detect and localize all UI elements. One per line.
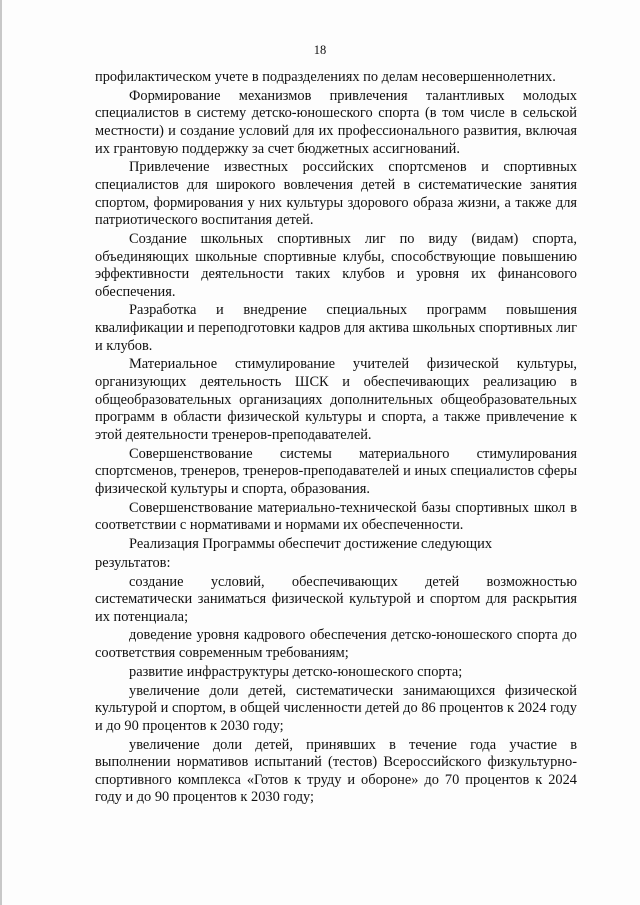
paragraph: Совершенствование системы материального стимулирования спортсменов, тренеров, тренеров-преподавателей и иных специалистов сферы физической культуры и спорта, образования. [95,445,577,497]
list-item: доведение уровня кадрового обеспечения детско-юношеского спорта до соответствия современным требованиям; [95,627,577,662]
scan-edge [0,0,2,905]
paragraph: Реализация Программы обеспечит достижение следующих [129,535,493,552]
paragraph: Совершенствование материально-технической базы спортивных школ в соответствии с нормативами и нормами их обеспеченности. [95,499,577,534]
list-item: развитие инфраструктуры детско-юношеского спорта; [129,663,463,680]
body-text [95,69,577,808]
paragraph: Формирование механизмов привлечения талантливых молодых специалистов в систему детско-юношеского спорта (в том числе в сельской местности) и создание условий для их профессионального развития, включая их грантовую поддержку за счет бюджетных ассигнований. [95,87,577,157]
paragraph: профилактическом учете в подразделениях по делам несовершеннолетних. [95,69,556,85]
paragraph: Разработка и внедрение специальных программ повышения квалификации и переподготовки кадров для актива школьных спортивных лиг и клубов. [95,302,577,354]
list-item: увеличение доли детей, систематически занимающихся физической культурой и спортом, в общей численности детей до 86 процентов к 2024 году и до 90 процентов к 2030 году; [95,682,577,734]
list-item: увеличение доли детей, принявших в течение года участие в выполнении нормативов испытаний (тестов) Всероссийского физкультурно-спортивного комплекса «Готов к труду и обороне» до 70 процентов к 2024 году и до 90 процентов к 2030 году; [95,736,577,806]
paragraph: Создание школьных спортивных лиг по виду (видам) спорта, объединяющих школьные спортивные клубы, способствующие повышению эффективности деятельности таких клубов и уровня их финансового обеспечения. [95,230,577,300]
paragraph: результатов: [95,554,171,571]
page-number: 18 [313,43,327,57]
paragraph: Материальное стимулирование учителей физической культуры, организующих деятельность ШСК и обеспечивающих реализацию в общеобразовательных организациях дополнительных общеобразовательных программ в области физической культуры и спорта, а также привлечение к этой деятельности тренеров-преподавателей. [95,356,577,443]
list-item: создание условий, обеспечивающих детей возможностью систематически заниматься физической культурой и спортом для раскрытия их потенциала; [95,573,577,625]
paragraph: Привлечение известных российских спортсменов и спортивных специалистов для широкого вовлечения детей в систематические занятия спортом, формирования у них культуры здорового образа жизни, а также для патриотического воспитания детей. [95,159,577,229]
